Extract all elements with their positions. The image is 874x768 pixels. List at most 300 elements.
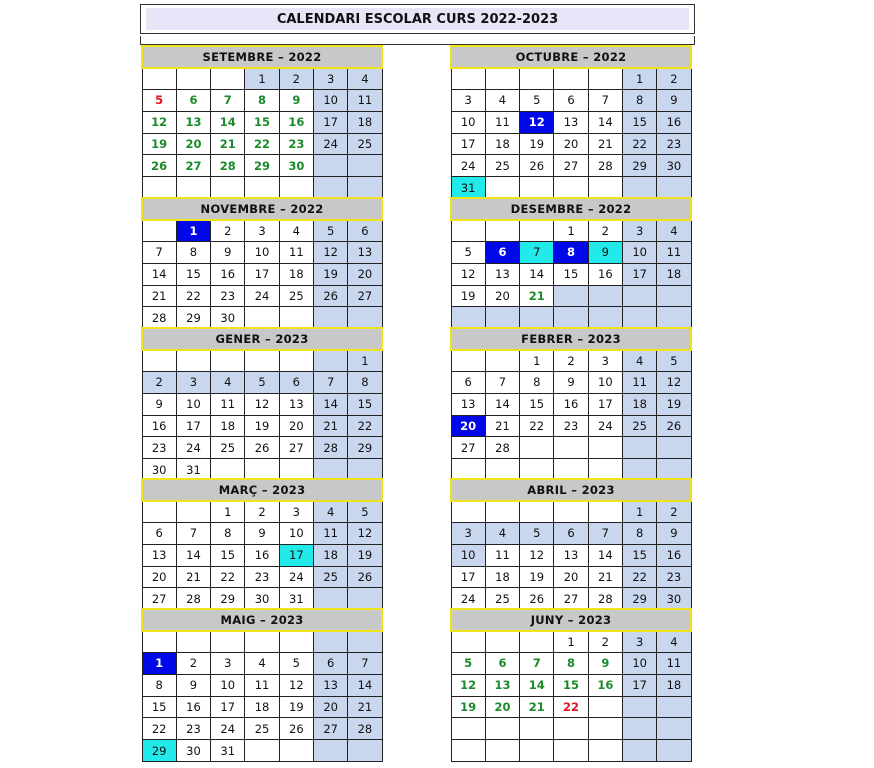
week-row	[142, 90, 382, 112]
day-cell: 28	[313, 437, 347, 459]
empty-cell	[245, 631, 279, 653]
day-cell: 16	[245, 544, 279, 566]
day-cell: 28	[142, 307, 176, 329]
week-row	[142, 415, 382, 437]
empty-cell	[554, 285, 588, 307]
day-cell: 15	[554, 674, 588, 696]
day-cell: 6	[279, 372, 313, 394]
day-cell: 27	[554, 588, 588, 610]
month-title: GENER – 2023	[142, 328, 382, 350]
empty-cell	[554, 68, 588, 90]
day-cell: 5	[142, 90, 176, 112]
empty-cell	[622, 177, 656, 199]
day-cell: 20	[554, 133, 588, 155]
month-table	[450, 478, 692, 610]
day-cell: 4	[245, 653, 279, 675]
empty-cell	[588, 307, 622, 329]
day-cell: 2	[657, 501, 691, 523]
day-cell: 24	[451, 588, 485, 610]
day-cell: 23	[279, 133, 313, 155]
day-cell: 8	[176, 242, 210, 264]
day-cell: 9	[176, 674, 210, 696]
day-cell: 10	[313, 90, 347, 112]
day-cell: 19	[313, 263, 347, 285]
day-cell: 22	[245, 133, 279, 155]
day-cell: 11	[211, 393, 245, 415]
day-cell: 26	[520, 155, 554, 177]
day-cell: 4	[485, 90, 519, 112]
empty-cell	[142, 501, 176, 523]
day-cell: 2	[211, 220, 245, 242]
day-cell: 2	[657, 68, 691, 90]
day-cell: 21	[588, 566, 622, 588]
empty-cell	[176, 501, 210, 523]
day-cell: 12	[245, 393, 279, 415]
day-cell: 5	[245, 372, 279, 394]
day-cell: 25	[245, 718, 279, 740]
month-table	[141, 478, 383, 610]
day-cell: 14	[520, 674, 554, 696]
day-cell: 24	[279, 566, 313, 588]
week-row	[142, 740, 382, 762]
empty-cell	[520, 68, 554, 90]
day-cell: 4	[485, 523, 519, 545]
day-cell: 10	[451, 544, 485, 566]
day-cell: 7	[485, 372, 519, 394]
empty-cell	[176, 177, 210, 199]
empty-cell	[554, 718, 588, 740]
empty-cell	[348, 588, 382, 610]
month-table	[450, 45, 692, 199]
empty-cell	[485, 177, 519, 199]
day-cell: 11	[657, 242, 691, 264]
day-cell: 24	[451, 155, 485, 177]
week-row	[142, 437, 382, 459]
day-cell: 6	[348, 220, 382, 242]
day-cell: 27	[554, 155, 588, 177]
week-row	[142, 372, 382, 394]
week-row	[451, 415, 691, 437]
day-cell: 7	[348, 653, 382, 675]
day-cell: 18	[245, 696, 279, 718]
day-cell: 16	[176, 696, 210, 718]
day-cell: 17	[622, 674, 656, 696]
day-cell: 18	[348, 111, 382, 133]
day-cell: 25	[622, 415, 656, 437]
empty-cell	[142, 177, 176, 199]
day-cell: 31	[451, 177, 485, 199]
empty-cell	[451, 501, 485, 523]
day-cell: 16	[554, 393, 588, 415]
day-cell: 15	[622, 544, 656, 566]
week-row	[142, 566, 382, 588]
day-cell: 6	[485, 242, 519, 264]
day-cell: 12	[279, 674, 313, 696]
day-cell: 25	[485, 588, 519, 610]
day-cell: 19	[279, 696, 313, 718]
day-cell: 20	[451, 415, 485, 437]
day-cell: 29	[622, 588, 656, 610]
empty-cell	[348, 740, 382, 762]
day-cell: 30	[657, 588, 691, 610]
day-cell: 28	[348, 718, 382, 740]
day-cell: 6	[176, 90, 210, 112]
day-cell: 8	[348, 372, 382, 394]
day-cell: 9	[142, 393, 176, 415]
empty-cell	[245, 307, 279, 329]
day-cell: 11	[622, 372, 656, 394]
day-cell: 9	[554, 372, 588, 394]
empty-cell	[485, 740, 519, 762]
day-cell: 20	[313, 696, 347, 718]
header-box	[140, 4, 695, 34]
empty-cell	[554, 437, 588, 459]
empty-cell	[588, 696, 622, 718]
day-cell: 9	[657, 523, 691, 545]
empty-cell	[176, 350, 210, 372]
day-cell: 17	[313, 111, 347, 133]
day-cell: 2	[554, 350, 588, 372]
day-cell: 4	[657, 220, 691, 242]
empty-cell	[279, 631, 313, 653]
day-cell: 8	[211, 523, 245, 545]
empty-cell	[245, 740, 279, 762]
day-cell: 3	[451, 523, 485, 545]
day-cell: 2	[245, 501, 279, 523]
week-row	[451, 111, 691, 133]
day-cell: 28	[588, 588, 622, 610]
day-cell: 13	[554, 111, 588, 133]
day-cell: 11	[313, 523, 347, 545]
empty-cell	[657, 696, 691, 718]
month-table	[141, 197, 383, 329]
page-title: CALENDARI ESCOLAR CURS 2022-2023	[146, 8, 689, 30]
day-cell: 20	[142, 566, 176, 588]
week-row	[451, 740, 691, 762]
day-cell: 12	[142, 111, 176, 133]
week-row	[451, 263, 691, 285]
week-row	[142, 68, 382, 90]
day-cell: 5	[451, 653, 485, 675]
week-row	[142, 674, 382, 696]
day-cell: 11	[485, 111, 519, 133]
day-cell: 12	[520, 544, 554, 566]
empty-cell	[279, 307, 313, 329]
day-cell: 5	[279, 653, 313, 675]
month-title: OCTUBRE – 2022	[451, 46, 691, 68]
day-cell: 7	[588, 523, 622, 545]
empty-cell	[622, 696, 656, 718]
empty-cell	[245, 177, 279, 199]
month-title: NOVEMBRE – 2022	[142, 198, 382, 220]
empty-cell	[451, 631, 485, 653]
day-cell: 25	[313, 566, 347, 588]
day-cell: 19	[245, 415, 279, 437]
day-cell: 23	[176, 718, 210, 740]
empty-cell	[485, 307, 519, 329]
day-cell: 6	[554, 523, 588, 545]
day-cell: 18	[485, 133, 519, 155]
day-cell: 4	[348, 68, 382, 90]
day-cell: 27	[176, 155, 210, 177]
day-cell: 26	[313, 285, 347, 307]
empty-cell	[554, 501, 588, 523]
day-cell: 4	[211, 372, 245, 394]
day-cell: 4	[313, 501, 347, 523]
day-cell: 24	[245, 285, 279, 307]
day-cell: 1	[142, 653, 176, 675]
empty-cell	[348, 177, 382, 199]
empty-cell	[211, 631, 245, 653]
day-cell: 17	[588, 393, 622, 415]
week-row	[142, 501, 382, 523]
day-cell: 10	[622, 653, 656, 675]
day-cell: 20	[348, 263, 382, 285]
day-cell: 10	[279, 523, 313, 545]
day-cell: 12	[451, 674, 485, 696]
day-cell: 22	[142, 718, 176, 740]
day-cell: 17	[451, 566, 485, 588]
day-cell: 23	[142, 437, 176, 459]
day-cell: 19	[520, 133, 554, 155]
empty-cell	[348, 155, 382, 177]
day-cell: 20	[485, 696, 519, 718]
empty-cell	[520, 177, 554, 199]
month-title: DESEMBRE – 2022	[451, 198, 691, 220]
day-cell: 1	[622, 501, 656, 523]
empty-cell	[588, 740, 622, 762]
day-cell: 19	[142, 133, 176, 155]
empty-cell	[622, 285, 656, 307]
day-cell: 13	[313, 674, 347, 696]
empty-cell	[554, 307, 588, 329]
empty-cell	[554, 740, 588, 762]
day-cell: 29	[176, 307, 210, 329]
day-cell: 25	[279, 285, 313, 307]
day-cell: 1	[211, 501, 245, 523]
day-cell: 14	[211, 111, 245, 133]
day-cell: 5	[520, 90, 554, 112]
day-cell: 19	[451, 285, 485, 307]
empty-cell	[657, 718, 691, 740]
week-row	[142, 177, 382, 199]
day-cell: 22	[211, 566, 245, 588]
day-cell: 9	[245, 523, 279, 545]
empty-cell	[588, 177, 622, 199]
day-cell: 13	[451, 393, 485, 415]
day-cell: 22	[176, 285, 210, 307]
day-cell: 11	[348, 90, 382, 112]
day-cell: 13	[142, 544, 176, 566]
day-cell: 13	[485, 674, 519, 696]
empty-cell	[176, 631, 210, 653]
day-cell: 5	[348, 501, 382, 523]
week-row	[451, 544, 691, 566]
day-cell: 4	[279, 220, 313, 242]
week-row	[142, 653, 382, 675]
day-cell: 1	[554, 220, 588, 242]
day-cell: 15	[348, 393, 382, 415]
day-cell: 17	[245, 263, 279, 285]
day-cell: 5	[520, 523, 554, 545]
day-cell: 12	[313, 242, 347, 264]
day-cell: 15	[554, 263, 588, 285]
day-cell: 7	[142, 242, 176, 264]
day-cell: 9	[588, 653, 622, 675]
day-cell: 20	[485, 285, 519, 307]
week-row	[451, 653, 691, 675]
day-cell: 26	[279, 718, 313, 740]
day-cell: 7	[313, 372, 347, 394]
week-row	[451, 437, 691, 459]
empty-cell	[588, 437, 622, 459]
empty-cell	[588, 501, 622, 523]
empty-cell	[520, 501, 554, 523]
day-cell: 2	[142, 372, 176, 394]
week-row	[142, 263, 382, 285]
empty-cell	[485, 68, 519, 90]
empty-cell	[657, 740, 691, 762]
day-cell: 14	[588, 544, 622, 566]
day-cell: 3	[279, 501, 313, 523]
day-cell: 5	[657, 350, 691, 372]
day-cell: 26	[520, 588, 554, 610]
day-cell: 29	[245, 155, 279, 177]
day-cell: 12	[451, 263, 485, 285]
empty-cell	[348, 307, 382, 329]
day-cell: 12	[348, 523, 382, 545]
day-cell: 7	[588, 90, 622, 112]
day-cell: 20	[279, 415, 313, 437]
week-row	[451, 155, 691, 177]
day-cell: 16	[211, 263, 245, 285]
day-cell: 31	[176, 459, 210, 481]
week-row	[142, 544, 382, 566]
week-row	[142, 718, 382, 740]
empty-cell	[588, 718, 622, 740]
day-cell: 22	[554, 696, 588, 718]
empty-cell	[622, 307, 656, 329]
day-cell: 14	[520, 263, 554, 285]
day-cell: 15	[520, 393, 554, 415]
day-cell: 10	[211, 674, 245, 696]
day-cell: 11	[657, 653, 691, 675]
day-cell: 3	[211, 653, 245, 675]
empty-cell	[142, 68, 176, 90]
day-cell: 16	[657, 111, 691, 133]
week-row	[451, 350, 691, 372]
day-cell: 18	[211, 415, 245, 437]
week-row	[451, 68, 691, 90]
day-cell: 6	[313, 653, 347, 675]
day-cell: 20	[554, 566, 588, 588]
day-cell: 12	[657, 372, 691, 394]
week-row	[451, 133, 691, 155]
day-cell: 10	[451, 111, 485, 133]
empty-cell	[451, 740, 485, 762]
day-cell: 3	[588, 350, 622, 372]
empty-cell	[622, 740, 656, 762]
header-rule	[140, 36, 695, 45]
empty-cell	[588, 68, 622, 90]
week-row	[451, 523, 691, 545]
day-cell: 15	[245, 111, 279, 133]
week-row	[142, 155, 382, 177]
day-cell: 18	[622, 393, 656, 415]
empty-cell	[313, 588, 347, 610]
week-row	[142, 242, 382, 264]
month-title: ABRIL – 2023	[451, 479, 691, 501]
day-cell: 9	[279, 90, 313, 112]
week-row	[451, 372, 691, 394]
day-cell: 23	[554, 415, 588, 437]
day-cell: 18	[279, 263, 313, 285]
week-row	[451, 696, 691, 718]
empty-cell	[211, 350, 245, 372]
month-table	[450, 608, 692, 762]
month-table	[141, 327, 383, 481]
empty-cell	[211, 177, 245, 199]
day-cell: 22	[520, 415, 554, 437]
empty-cell	[588, 285, 622, 307]
month-title: JUNY – 2023	[451, 609, 691, 631]
day-cell: 18	[313, 544, 347, 566]
day-cell: 28	[588, 155, 622, 177]
day-cell: 6	[451, 372, 485, 394]
day-cell: 16	[142, 415, 176, 437]
empty-cell	[520, 718, 554, 740]
day-cell: 21	[211, 133, 245, 155]
week-row	[451, 588, 691, 610]
day-cell: 3	[622, 220, 656, 242]
empty-cell	[657, 177, 691, 199]
day-cell: 6	[554, 90, 588, 112]
day-cell: 17	[622, 263, 656, 285]
empty-cell	[279, 177, 313, 199]
day-cell: 19	[348, 544, 382, 566]
day-cell: 7	[520, 242, 554, 264]
day-cell: 16	[657, 544, 691, 566]
day-cell: 2	[588, 220, 622, 242]
week-row	[451, 285, 691, 307]
day-cell: 14	[485, 393, 519, 415]
day-cell: 8	[554, 242, 588, 264]
week-row	[451, 393, 691, 415]
week-row	[142, 111, 382, 133]
empty-cell	[622, 437, 656, 459]
empty-cell	[279, 350, 313, 372]
week-row	[451, 566, 691, 588]
day-cell: 26	[142, 155, 176, 177]
week-row	[451, 220, 691, 242]
month-title: MARÇ – 2023	[142, 479, 382, 501]
day-cell: 10	[245, 242, 279, 264]
day-cell: 20	[176, 133, 210, 155]
day-cell: 1	[348, 350, 382, 372]
empty-cell	[520, 220, 554, 242]
day-cell: 1	[176, 220, 210, 242]
day-cell: 19	[451, 696, 485, 718]
day-cell: 24	[588, 415, 622, 437]
empty-cell	[451, 350, 485, 372]
day-cell: 19	[657, 393, 691, 415]
week-row	[142, 285, 382, 307]
day-cell: 14	[176, 544, 210, 566]
day-cell: 8	[245, 90, 279, 112]
empty-cell	[313, 177, 347, 199]
empty-cell	[554, 177, 588, 199]
day-cell: 7	[176, 523, 210, 545]
